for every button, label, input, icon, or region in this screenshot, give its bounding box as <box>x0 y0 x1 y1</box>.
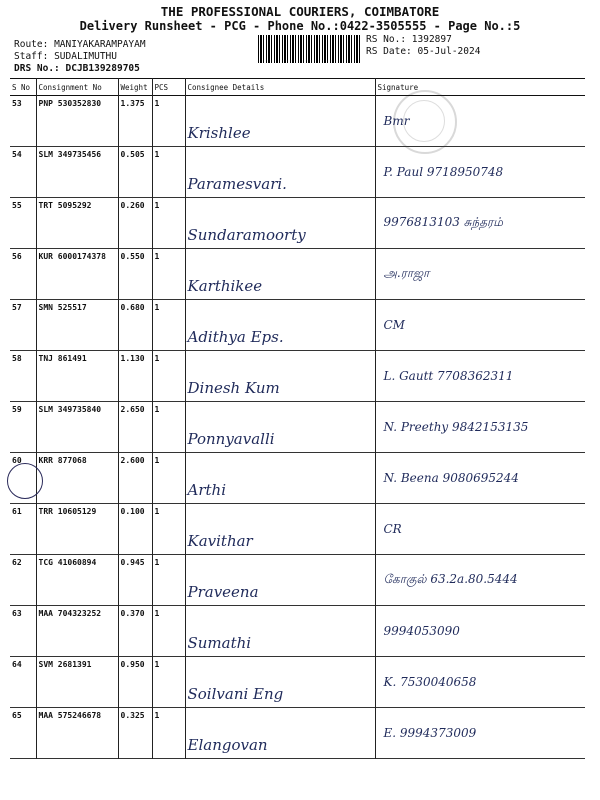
cell-consignee-handwritten: Adithya Eps. <box>185 300 375 351</box>
route-label: Route: <box>14 39 49 50</box>
table-row <box>10 147 585 198</box>
table-row <box>10 402 585 453</box>
staff-value: SUDALIMUTHU <box>54 51 117 62</box>
cell-pcs: 1 <box>152 96 185 147</box>
drs-label: DRS No.: <box>14 63 60 74</box>
cell-consignment-no: MAA 575246678 <box>36 708 118 759</box>
table-row <box>10 351 585 402</box>
table-row <box>10 504 585 555</box>
cell-sno: 55 <box>12 201 22 210</box>
column-header-pcs: PCS <box>152 79 185 96</box>
cell-consignee-handwritten: Karthikee <box>185 249 375 300</box>
cell-weight: 1.375 <box>118 96 152 147</box>
runsheet-table <box>10 78 585 759</box>
cell-consignment-no: TCG 41060894 <box>36 555 118 606</box>
cell-consignee-handwritten: Sundaramoorty <box>185 198 375 249</box>
column-header-weight: Weight <box>118 79 152 96</box>
cell-sno: 54 <box>12 150 22 159</box>
cell-weight: 0.100 <box>118 504 152 555</box>
cell-signature-handwritten: CR <box>375 504 585 555</box>
table-row <box>10 198 585 249</box>
cell-pcs: 1 <box>152 300 185 351</box>
cell-pcs: 1 <box>152 402 185 453</box>
cell-consignee-handwritten: Dinesh Kum <box>185 351 375 402</box>
cell-consignee-handwritten: Krishlee <box>185 96 375 147</box>
cell-sno: 61 <box>12 507 22 516</box>
cell-consignment-no: PNP 530352830 <box>36 96 118 147</box>
cell-sno: 58 <box>12 354 22 363</box>
table-row <box>10 606 585 657</box>
cell-consignment-no: SLM 349735456 <box>36 147 118 198</box>
document-subtitle: Delivery Runsheet - PCG - Phone No.:0422-3505555 - Page No.:5 <box>79 19 521 33</box>
cell-pcs: 1 <box>152 657 185 708</box>
cell-signature-handwritten: CM <box>375 300 585 351</box>
table-row <box>10 555 585 606</box>
cell-signature-handwritten: N. Preethy 9842153135 <box>375 402 585 453</box>
drs-value: DCJB139289705 <box>65 63 140 74</box>
cell-signature-handwritten: N. Beena 9080695244 <box>375 453 585 504</box>
cell-consignment-no: KUR 6000174378 <box>36 249 118 300</box>
cell-consignee-handwritten: Elangovan <box>185 708 375 759</box>
cell-consignee-handwritten: Ponnyavalli <box>185 402 375 453</box>
column-header-consignment: Consignment No <box>36 79 118 96</box>
route-value: MANIYAKARAMPAYAM <box>54 39 146 50</box>
cell-pcs: 1 <box>152 351 185 402</box>
cell-pcs: 1 <box>152 198 185 249</box>
cell-sno: 65 <box>12 711 22 720</box>
cell-sno: 63 <box>12 609 22 618</box>
cell-pcs: 1 <box>152 504 185 555</box>
cell-weight: 0.945 <box>118 555 152 606</box>
cell-weight: 0.325 <box>118 708 152 759</box>
cell-weight: 2.600 <box>118 453 152 504</box>
staff-line <box>14 51 117 62</box>
table-header-row <box>10 79 585 96</box>
cell-consignment-no: TRR 10605129 <box>36 504 118 555</box>
route-line <box>14 39 146 50</box>
cell-weight: 0.505 <box>118 147 152 198</box>
cell-signature-handwritten: Bmr <box>375 96 585 147</box>
cell-sno: 59 <box>12 405 22 414</box>
cell-weight: 0.260 <box>118 198 152 249</box>
column-header-sno: S No <box>12 82 31 92</box>
column-header-signature: Signature <box>375 79 585 96</box>
table-row <box>10 657 585 708</box>
drs-line <box>14 63 140 74</box>
cell-sno: 62 <box>12 558 22 567</box>
barcode <box>258 35 360 63</box>
rs-date-line <box>366 46 480 57</box>
table-row <box>10 300 585 351</box>
staff-label: Staff: <box>14 51 49 62</box>
cell-pcs: 1 <box>152 249 185 300</box>
cell-consignee-handwritten: Kavithar <box>185 504 375 555</box>
cell-consignment-no: SMN 525517 <box>36 300 118 351</box>
cell-sno: 64 <box>12 660 22 669</box>
cell-pcs: 1 <box>152 555 185 606</box>
document-title: THE PROFESSIONAL COURIERS, COIMBATORE <box>160 4 440 19</box>
cell-signature-handwritten: K. 7530040658 <box>375 657 585 708</box>
cell-pcs: 1 <box>152 453 185 504</box>
cell-signature-handwritten: P. Paul 9718950748 <box>375 147 585 198</box>
cell-weight: 0.950 <box>118 657 152 708</box>
cell-pcs: 1 <box>152 606 185 657</box>
cell-weight: 0.680 <box>118 300 152 351</box>
cell-consignment-no: TNJ 861491 <box>36 351 118 402</box>
cell-weight: 2.650 <box>118 402 152 453</box>
cell-sno: 56 <box>12 252 22 261</box>
table-row <box>10 453 585 504</box>
cell-signature-handwritten: E. 9994373009 <box>375 708 585 759</box>
circled-row-marker <box>7 463 43 499</box>
rs-date-value: 05-Jul-2024 <box>417 46 481 57</box>
rs-date-label: RS Date: <box>366 46 412 57</box>
cell-consignment-no: KRR 877068 <box>36 453 118 504</box>
table-row <box>10 249 585 300</box>
rs-no-value: 1392897 <box>411 34 452 45</box>
cell-signature-handwritten: கோகுல் 63.2a.80.5444 <box>375 555 585 606</box>
cell-consignee-handwritten: Paramesvari. <box>185 147 375 198</box>
cell-pcs: 1 <box>152 708 185 759</box>
cell-consignee-handwritten: Sumathi <box>185 606 375 657</box>
cell-sno: 60 <box>12 456 22 465</box>
table-row <box>10 708 585 759</box>
cell-consignment-no: SLM 349735840 <box>36 402 118 453</box>
column-header-consignee: Consignee Details <box>185 79 375 96</box>
cell-signature-handwritten: L. Gautt 7708362311 <box>375 351 585 402</box>
cell-pcs: 1 <box>152 147 185 198</box>
cell-weight: 1.130 <box>118 351 152 402</box>
rs-no-line <box>366 34 452 45</box>
cell-consignee-handwritten: Arthi <box>185 453 375 504</box>
cell-consignee-handwritten: Soilvani Eng <box>185 657 375 708</box>
cell-consignment-no: MAA 704323252 <box>36 606 118 657</box>
rs-no-label: RS No.: <box>366 34 407 45</box>
cell-signature-handwritten: 9994053090 <box>375 606 585 657</box>
cell-weight: 0.550 <box>118 249 152 300</box>
cell-consignee-handwritten: Praveena <box>185 555 375 606</box>
cell-sno: 57 <box>12 303 22 312</box>
cell-signature-handwritten: 9976813103 சுந்தரம் <box>375 198 585 249</box>
cell-sno: 53 <box>12 99 22 108</box>
cell-consignment-no: TRT 5095292 <box>36 198 118 249</box>
cell-weight: 0.370 <box>118 606 152 657</box>
table-row <box>10 96 585 147</box>
cell-consignment-no: SVM 2681391 <box>36 657 118 708</box>
cell-signature-handwritten: அ.ராஜா <box>375 249 585 300</box>
